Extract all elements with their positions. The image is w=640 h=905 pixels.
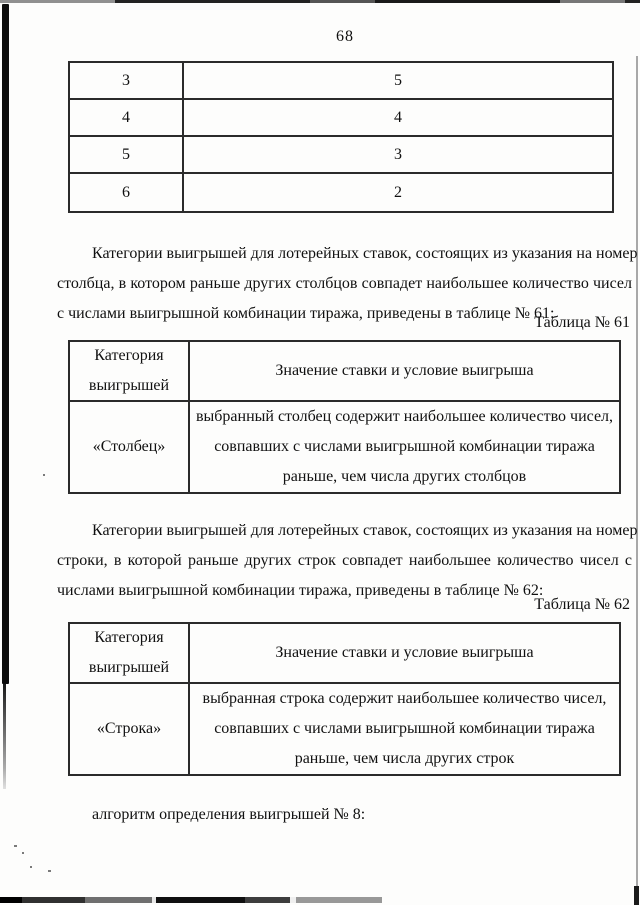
header-condition-cell: Значение ставки и условие выигрыша <box>190 342 619 402</box>
scan-edge-right-bottom <box>634 886 639 905</box>
paragraph-line: столбца, в котором раньше других столбцов совпадет наибольшее количество чисел <box>57 275 632 292</box>
table-cell: 2 <box>394 183 402 201</box>
table-cell: 6 <box>70 174 184 211</box>
paragraph-line: Категории выигрышей для лотерейных ставок, состоящих из указания на номер <box>92 245 638 262</box>
table-cell: 5 <box>70 137 184 174</box>
table-cell: 5 <box>184 63 612 100</box>
scan-edge-right <box>636 56 638 905</box>
scan-noise-dot <box>30 866 32 868</box>
paragraph-line: числами выигрышной комбинации тиража, приведены в таблице № 62: <box>57 582 544 599</box>
header-category-cell: Категория выигрышей <box>70 624 190 684</box>
condition-cell <box>190 684 619 774</box>
page-number: 68 <box>336 28 354 45</box>
paragraph-line: с числами выигрышной комбинации тиража, приведены в таблице № 61: <box>57 305 555 322</box>
table-cell: 4 <box>70 100 184 137</box>
table-61 <box>68 340 621 494</box>
table-cell: 4 <box>184 100 612 137</box>
table-cell: 3 <box>184 137 612 174</box>
condition-cell <box>190 402 619 492</box>
condition-line: выбранный столбец содержит наибольшее количество чисел, <box>195 408 614 425</box>
scan-edge-left <box>2 4 9 684</box>
paragraph-62 <box>57 516 638 606</box>
paragraph-line: строки, в которой раньше других строк совпадет наибольшее количество чисел с <box>57 552 632 569</box>
scan-noise-dot <box>48 870 51 872</box>
scan-noise-dot <box>22 852 24 854</box>
algorithm-heading: алгоритм определения выигрышей № 8: <box>92 806 366 823</box>
table-cell: 3 <box>70 63 184 100</box>
numbers-table <box>68 61 614 213</box>
condition-line: выбранная строка содержит наибольшее количество чисел, <box>202 690 607 707</box>
header-condition-cell: Значение ставки и условие выигрыша <box>190 624 619 684</box>
table-62-caption: Таблица № 62 <box>534 596 630 613</box>
table-61-caption: Таблица № 61 <box>534 314 630 331</box>
condition-line: раньше, чем числа других строк <box>294 750 515 767</box>
category-cell: «Столбец» <box>70 402 190 492</box>
condition-line: раньше, чем числа других столбцов <box>282 468 527 485</box>
scan-noise-dot <box>43 474 45 476</box>
scan-edge-top <box>0 0 640 3</box>
scan-edge-bottom <box>0 897 382 903</box>
header-category-cell: Категория выигрышей <box>70 342 190 402</box>
paragraph-line: Категории выигрышей для лотерейных ставок, состоящих из указания на номер <box>92 522 638 539</box>
condition-line: совпавших с числами выигрышной комбинации тиража <box>214 438 595 455</box>
scan-edge-left-fade <box>3 684 6 789</box>
category-cell: «Строка» <box>70 684 190 774</box>
condition-line: совпавших с числами выигрышной комбинации тиража <box>214 720 595 737</box>
scan-noise-dot <box>14 845 17 847</box>
table-62 <box>68 622 621 776</box>
